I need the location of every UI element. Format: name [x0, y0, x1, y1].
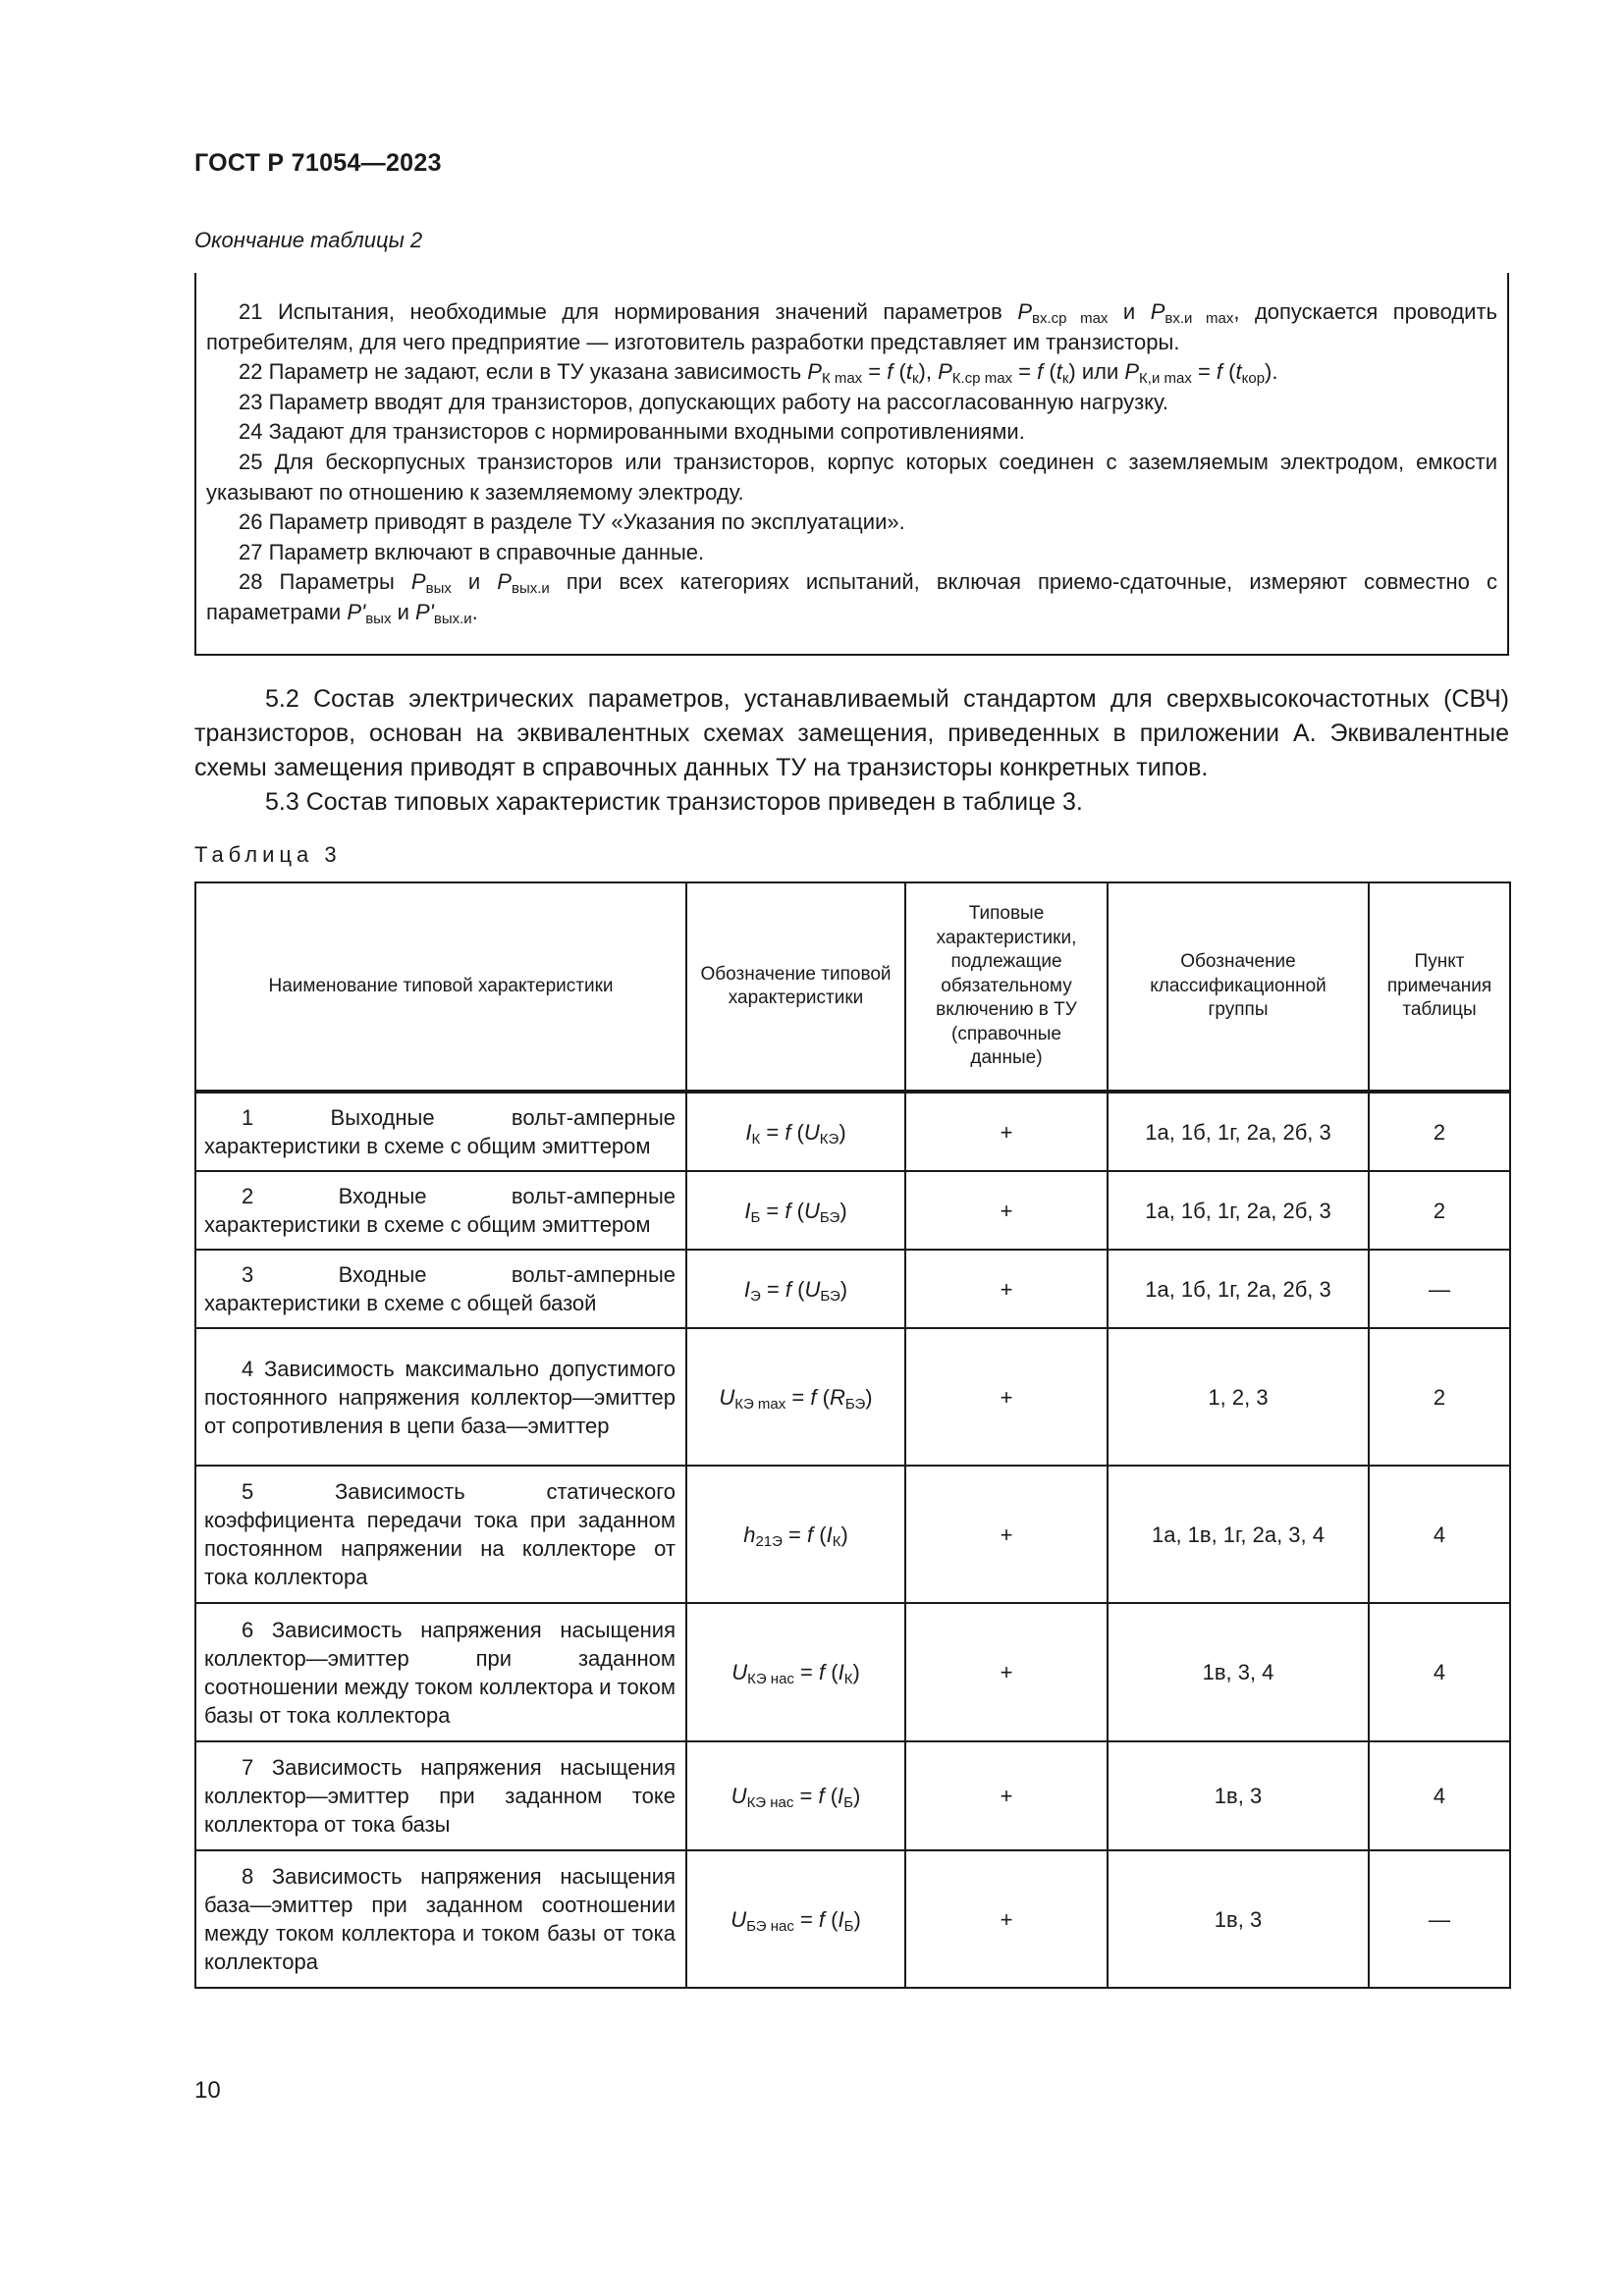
- document-header: ГОСТ Р 71054—2023: [194, 149, 442, 177]
- table-row: [195, 1092, 1510, 1171]
- header-cell-name: Наименование типовой характеристики: [195, 882, 686, 1092]
- table-body: [195, 1092, 1510, 1988]
- row-formula-cell: $U_{БЭ нас} = f$ $(I_Б)$: [686, 1850, 905, 1988]
- row-name-cell: 2 Входные вольт-амперные характеристики в схеме с общим эмиттером: [195, 1171, 686, 1250]
- table-row: [195, 1328, 1510, 1466]
- table-row: [195, 1603, 1510, 1741]
- table-3: [194, 881, 1511, 1989]
- table-row: [195, 1466, 1510, 1603]
- row-name-cell: 5 Зависимость статического коэффициента передачи тока при заданном постоянном напряжении на коллекторе от тока коллектора: [195, 1466, 686, 1603]
- row-note-cell: —: [1369, 1850, 1510, 1988]
- table-row: [195, 1250, 1510, 1328]
- row-group-cell: 1а, 1б, 1г, 2а, 2б, 3: [1108, 1092, 1369, 1171]
- row-required-cell: +: [905, 1466, 1108, 1603]
- table-continuation-label: Окончание таблицы 2: [194, 228, 423, 252]
- row-note-cell: 4: [1369, 1603, 1510, 1741]
- note-22: 22 Параметр не задают, если в ТУ указана зависимость $P_{К max} = f$ $(t_к)$, $P_{К.ср max} = f$ $(t_к)$ или $P_{К,и max} = f$ $(t_{кор})$.: [239, 359, 1278, 388]
- row-name-cell: 1 Выходные вольт-амперные характеристики в схеме с общим эмиттером: [195, 1092, 686, 1171]
- paragraph-5-2: 5.2 Состав электрических параметров, устанавливаемый стандартом для сверхвысокочастотных (СВЧ) транзисторов, основан на эквивалентных схемах замещения, приведенных в приложении А. Эквивалентные схемы замещения приводят в справочных данных ТУ на транзисторы конкретных типов.: [194, 685, 1509, 781]
- row-group-cell: 1в, 3: [1108, 1850, 1369, 1988]
- row-group-cell: 1а, 1в, 1г, 2а, 3, 4: [1108, 1466, 1369, 1603]
- row-name-cell: 6 Зависимость напряжения насыщения коллектор—эмиттер при заданном соотношении между током коллектора и током базы от тока коллектора: [195, 1603, 686, 1741]
- paragraph-5-3: 5.3 Состав типовых характеристик транзисторов приведен в таблице 3.: [265, 788, 1083, 816]
- row-group-cell: 1а, 1б, 1г, 2а, 2б, 3: [1108, 1171, 1369, 1250]
- row-group-cell: 1, 2, 3: [1108, 1328, 1369, 1466]
- header-cell-designation: Обозначение типовой характеристики: [686, 882, 905, 1092]
- header-cell-required: Типовые характеристики, подлежащие обязательному включению в ТУ (справочные данные): [905, 882, 1108, 1092]
- row-required-cell: +: [905, 1092, 1108, 1171]
- row-name-cell: 8 Зависимость напряжения насыщения база—эмиттер при заданном соотношении между током коллектора и током базы от тока коллектора: [195, 1850, 686, 1988]
- table-row: [195, 1850, 1510, 1988]
- row-formula-cell: $U_{КЭ max} = f$ $(R_{БЭ})$: [686, 1328, 905, 1466]
- row-note-cell: 2: [1369, 1328, 1510, 1466]
- row-required-cell: +: [905, 1741, 1108, 1850]
- row-group-cell: 1а, 1б, 1г, 2а, 2б, 3: [1108, 1250, 1369, 1328]
- note-23: 23 Параметр вводят для транзисторов, допускающих работу на рассогласованную нагрузку.: [239, 389, 1168, 414]
- table-2-notes: [194, 273, 1509, 656]
- row-formula-cell: $I_Б = f$ $(U_{БЭ})$: [686, 1171, 905, 1250]
- row-required-cell: +: [905, 1603, 1108, 1741]
- row-name-cell: 4 Зависимость максимально допустимого постоянного напряжения коллектор—эмиттер от сопротивления в цепи база—эмиттер: [195, 1328, 686, 1466]
- row-group-cell: 1в, 3, 4: [1108, 1603, 1369, 1741]
- page-number: 10: [194, 2077, 221, 2104]
- row-note-cell: 4: [1369, 1466, 1510, 1603]
- note-24: 24 Задают для транзисторов с нормированными входными сопротивлениями.: [239, 419, 1025, 445]
- row-note-cell: 4: [1369, 1741, 1510, 1850]
- row-note-cell: 2: [1369, 1171, 1510, 1250]
- table-row: [195, 1741, 1510, 1850]
- row-formula-cell: $I_Э = f$ $(U_{БЭ})$: [686, 1250, 905, 1328]
- row-formula-cell: $h_{21Э} = f$ $(I_К)$: [686, 1466, 905, 1603]
- row-group-cell: 1в, 3: [1108, 1741, 1369, 1850]
- row-formula-cell: $U_{КЭ нас} = f$ $(I_К)$: [686, 1603, 905, 1741]
- row-note-cell: 2: [1369, 1092, 1510, 1171]
- row-name-cell: 7 Зависимость напряжения насыщения коллектор—эмиттер при заданном токе коллектора от тока базы: [195, 1741, 686, 1850]
- note-28: 28 Параметры $P_{вых}$ и $P_{вых.и}$ при всех категориях испытаний, включая приемо-сдаточные, измеряют совместно с параметрами $P'_{вых}$ и $P'_{вых.и}$.: [206, 569, 1497, 627]
- note-25: 25 Для бескорпусных транзисторов или транзисторов, корпус которых соединен с заземляемым электродом, емкости указывают по отношению к заземляемому электроду.: [206, 449, 1497, 505]
- note-21: 21 Испытания, необходимые для нормирования значений параметров $P_{вх.ср max}$ и $P_{вх.и max}$, допускается проводить потребителям, для чего предприятие — изготовитель разработки представляет им транзисторы.: [206, 299, 1498, 354]
- header-cell-note: Пункт примечания таблицы: [1369, 882, 1510, 1092]
- row-note-cell: —: [1369, 1250, 1510, 1328]
- header-cell-group: Обозначение классификационной группы: [1108, 882, 1369, 1092]
- body-text: [194, 682, 1509, 820]
- table-row: [195, 1171, 1510, 1250]
- table-caption: Таблица 3: [194, 842, 342, 867]
- row-required-cell: +: [905, 1850, 1108, 1988]
- table-header-row: [195, 882, 1510, 1092]
- row-formula-cell: $I_К = f$ $(U_{КЭ})$: [686, 1092, 905, 1171]
- note-27: 27 Параметр включают в справочные данные.: [239, 539, 705, 564]
- row-required-cell: +: [905, 1250, 1108, 1328]
- row-required-cell: +: [905, 1328, 1108, 1466]
- note-26: 26 Параметр приводят в разделе ТУ «Указания по эксплуатации».: [239, 509, 905, 535]
- row-formula-cell: $U_{КЭ нас} = f$ $(I_Б)$: [686, 1741, 905, 1850]
- row-required-cell: +: [905, 1171, 1108, 1250]
- row-name-cell: 3 Входные вольт-амперные характеристики в схеме с общей базой: [195, 1250, 686, 1328]
